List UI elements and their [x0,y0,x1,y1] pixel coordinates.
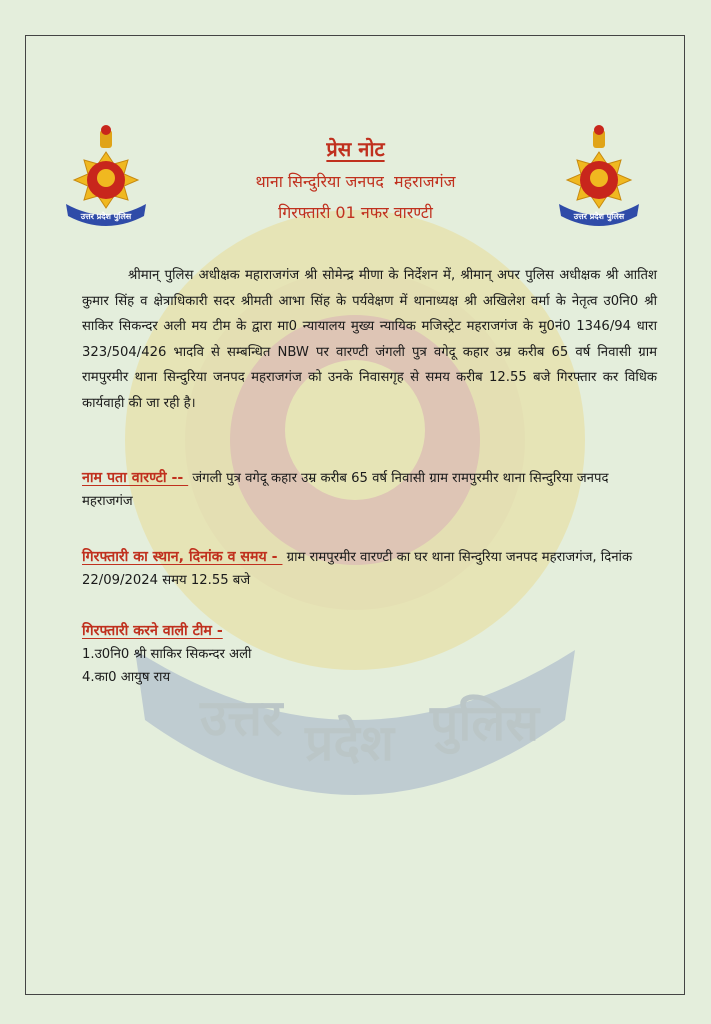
arresting-team-label: गिरफ्तारी करने वाली टीम - [82,623,223,639]
watermark-text-1: उत्तर [200,689,283,747]
svg-text:उत्तर प्रदेश पुलिस: उत्तर प्रदेश पुलिस [80,212,132,221]
team-member-1: 1.उ0नि0 श्री साकिर सिकन्दर अली [82,647,252,662]
team-member-2: 4.का0 आयुष राय [82,670,171,685]
warrantee-name-label: नाम पता वारण्टी -- [82,470,189,486]
svg-text:उत्तर प्रदेश पुलिस: उत्तर प्रदेश पुलिस [573,212,625,221]
arrest-subtitle: गिरफ्तारी 01 नफर वारण्टी [278,203,433,222]
body-paragraph: श्रीमान् पुलिस अधीक्षक महाराजगंज श्री सोमेन्द्र मीणा के निर्देशन में, श्रीमान् अपर पुलिस अधीक्षक श्री आतिश कुमार सिंह व क्षेत्राधिकारी सदर श्रीमती आभा सिंह के पर्यवेक्षण में थानाध्यक्ष श्री अखिलेश वर्मा के नेतृत्व उ0नि0 श्री साकिर सिकन्दर अली मय टीम के द्वारा मा0 न्यायालय मुख्य न्यायिक मजिस्ट्रेट महराजगंज के मु0नं0 1346/94 धारा 323/504/426 भादवि से सम्बन्धित NBW पर वारण्टी जंगली पुत्र वगेदू कहार उम्र करीब 65 वर्ष निवासी ग्राम रामपुरमीर थाना सिन्दुरिया जनपद महराजगंज को उनके निवासगृह से समय करीब 12.55 बजे गिरफ्तार कर विधिक कार्यवाही की जा रही है। [82,268,657,411]
police-station-subtitle: थाना सिन्दुरिया जनपद महराजगंज [255,172,456,191]
watermark-text-2: प्रदेश [305,714,394,772]
warrantee-name-address-section [82,467,662,513]
watermark-text-3: पुलिस [430,694,540,752]
arrest-place-date-time-section [82,546,662,592]
arrest-place-label: गिरफ्तारी का स्थान, दिनांक व समय - [82,549,283,565]
arrest-place-text: ग्राम रामपुरमीर वारण्टी का घर थाना सिन्दुरिया जनपद महराजगंज, दिनांक 22/09/2024 समय 12.55 बजे [82,550,633,588]
warrantee-name-text: जंगली पुत्र वगेदू कहार उम्र करीब 65 वर्ष निवासी ग्राम रामपुरमीर थाना सिन्दुरिया जनपद महराजगंज [82,471,609,509]
arresting-team-section [82,620,662,689]
press-note-title: प्रेस नोट [326,137,385,161]
